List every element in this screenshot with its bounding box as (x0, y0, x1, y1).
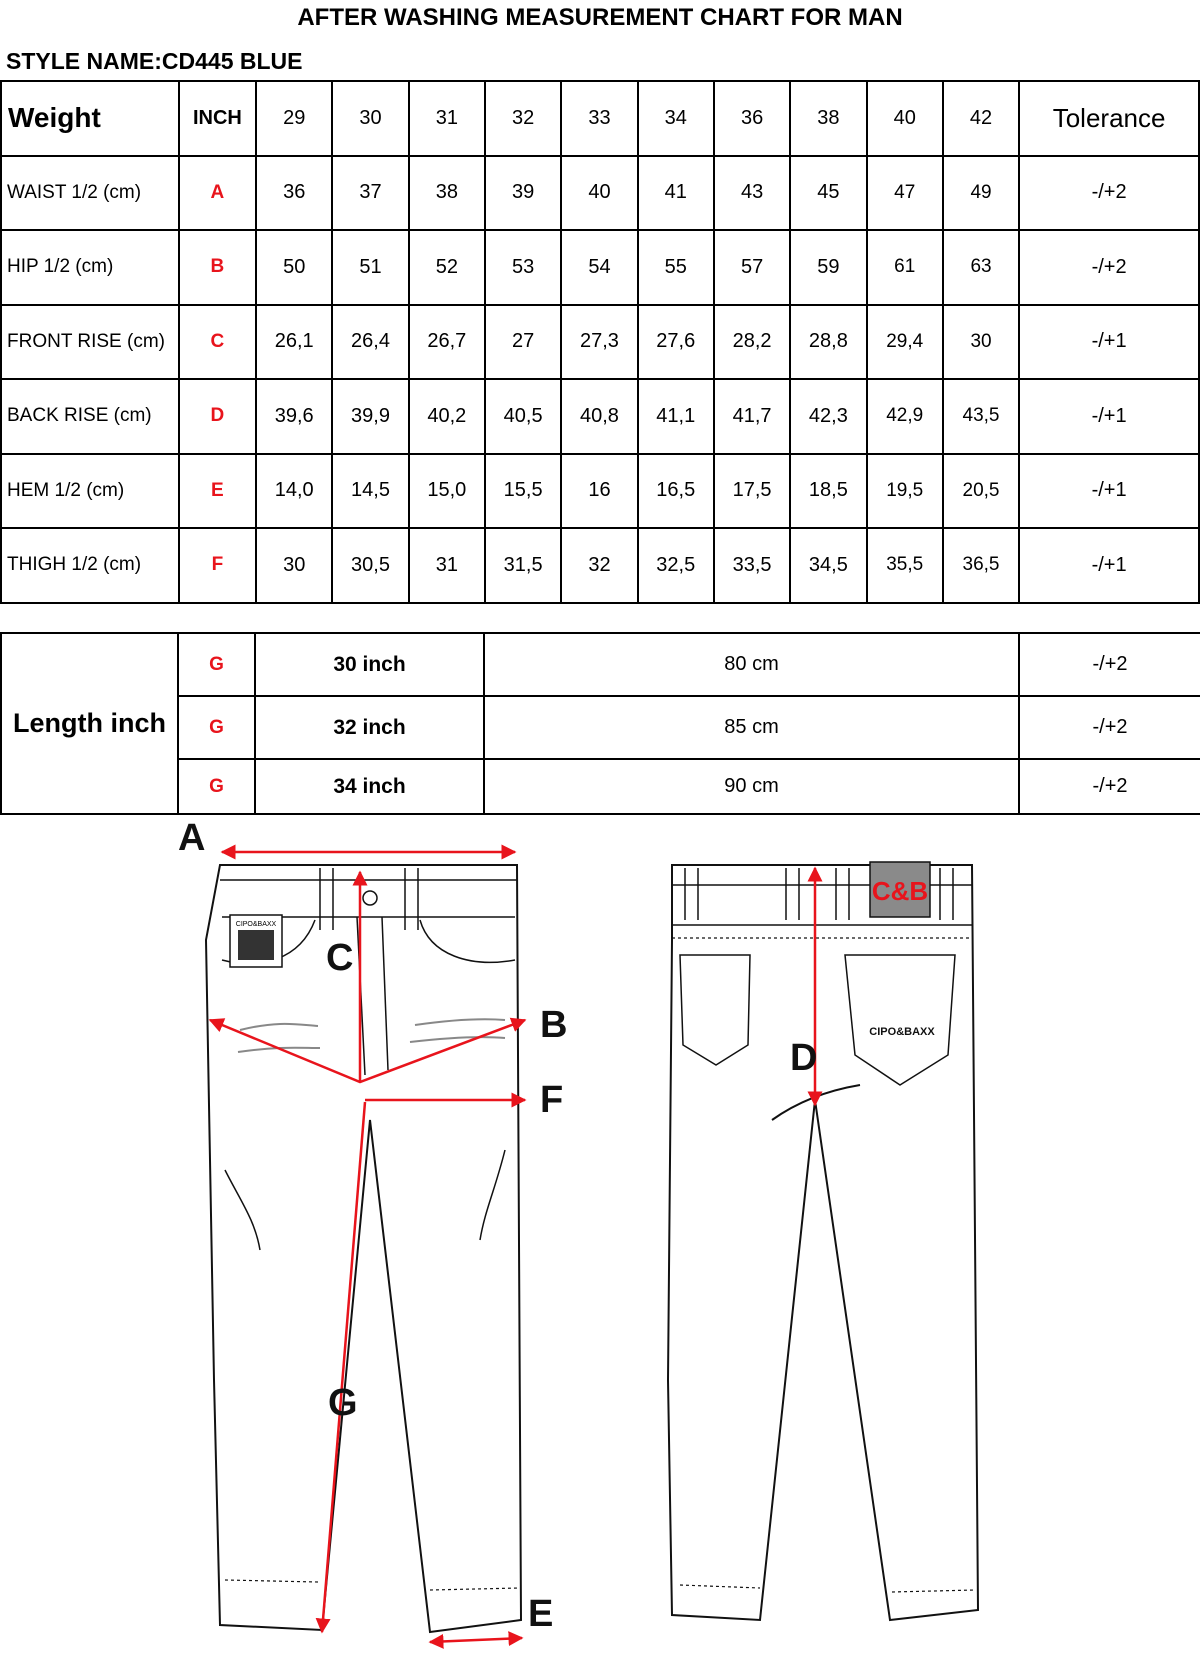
size-header: 32 (485, 81, 561, 156)
length-tolerance: -/+2 (1019, 759, 1200, 814)
label-d: D (790, 1037, 818, 1079)
measure-code: G (178, 759, 255, 814)
back-brand-patch (870, 862, 930, 917)
tolerance-value: -/+1 (1019, 379, 1199, 454)
measurement-value: 27,3 (561, 305, 637, 380)
measurement-value: 43,5 (943, 379, 1019, 454)
measurement-value: 15,0 (409, 454, 485, 529)
hem-arrow (430, 1638, 522, 1642)
brand-patch-text: C&B (871, 876, 929, 906)
length-row (1, 633, 1200, 696)
measurement-value: 35,5 (867, 528, 943, 603)
inch-header: INCH (179, 81, 256, 156)
measurement-value: 31 (409, 528, 485, 603)
measurement-value: 26,1 (256, 305, 332, 380)
measurement-value: 39 (485, 156, 561, 231)
size-header: 30 (332, 81, 408, 156)
measurement-value: 41,7 (714, 379, 790, 454)
measurement-value: 61 (867, 230, 943, 305)
measurement-value: 27,6 (638, 305, 714, 380)
length-cm: 90 cm (484, 759, 1019, 814)
measurement-value: 39,6 (256, 379, 332, 454)
measurement-value: 40,5 (485, 379, 561, 454)
measure-code: C (179, 305, 256, 380)
size-header: 38 (790, 81, 866, 156)
size-header: 36 (714, 81, 790, 156)
length-cm: 85 cm (484, 696, 1019, 759)
measurement-row (1, 379, 1199, 454)
length-inch: 34 inch (255, 759, 484, 814)
measurement-value: 38 (409, 156, 485, 231)
measure-code: G (178, 696, 255, 759)
measurement-value: 45 (790, 156, 866, 231)
measurement-value: 59 (790, 230, 866, 305)
measurement-value: 16 (561, 454, 637, 529)
measurement-value: 42,9 (867, 379, 943, 454)
length-table (0, 632, 1200, 815)
measurement-value: 37 (332, 156, 408, 231)
measurement-value: 28,2 (714, 305, 790, 380)
length-cm: 80 cm (484, 633, 1019, 696)
front-jeans-drawing (206, 865, 521, 1632)
measurement-value: 40,2 (409, 379, 485, 454)
length-row (1, 759, 1200, 814)
measure-code: E (179, 454, 256, 529)
size-measurement-table (0, 80, 1200, 604)
measurement-value: 17,5 (714, 454, 790, 529)
back-jeans-drawing (668, 865, 978, 1620)
measurement-label: HIP 1/2 (cm) (1, 230, 179, 305)
tolerance-value: -/+1 (1019, 305, 1199, 380)
measure-code: B (179, 230, 256, 305)
label-e: E (528, 1593, 554, 1635)
measurement-value: 26,4 (332, 305, 408, 380)
tolerance-value: -/+1 (1019, 528, 1199, 603)
measurement-value: 36 (256, 156, 332, 231)
length-inch: 32 inch (255, 696, 484, 759)
label-f: F (540, 1079, 564, 1121)
weight-header: Weight (1, 81, 179, 156)
measurement-value: 30 (256, 528, 332, 603)
measurement-value: 40,8 (561, 379, 637, 454)
tolerance-value: -/+1 (1019, 454, 1199, 529)
measurement-label: HEM 1/2 (cm) (1, 454, 179, 529)
measurement-label: FRONT RISE (cm) (1, 305, 179, 380)
label-c: C (326, 937, 354, 979)
label-b: B (540, 1004, 568, 1046)
measurement-value: 47 (867, 156, 943, 231)
measurement-value: 14,5 (332, 454, 408, 529)
size-header: 31 (409, 81, 485, 156)
inseam-arrow (322, 1102, 365, 1632)
length-tolerance: -/+2 (1019, 696, 1200, 759)
measurement-value: 51 (332, 230, 408, 305)
measurement-value: 41,1 (638, 379, 714, 454)
size-header: 34 (638, 81, 714, 156)
label-g: G (328, 1382, 358, 1424)
measurement-value: 31,5 (485, 528, 561, 603)
measurement-value: 53 (485, 230, 561, 305)
measurement-value: 26,7 (409, 305, 485, 380)
measurement-value: 28,8 (790, 305, 866, 380)
style-name: STYLE NAME:CD445 BLUE (6, 48, 303, 74)
measurement-value: 42,3 (790, 379, 866, 454)
size-header-row (1, 81, 1199, 156)
tolerance-header: Tolerance (1019, 81, 1199, 156)
length-row (1, 696, 1200, 759)
measurement-row (1, 305, 1199, 380)
jeans-measurement-diagram (0, 820, 1200, 1662)
front-measurement-arrows (210, 852, 525, 1642)
measurement-value: 40 (561, 156, 637, 231)
measurement-row (1, 230, 1199, 305)
hip-arrow (210, 1020, 525, 1082)
front-pocket-tag (230, 915, 282, 967)
measurement-value: 52 (409, 230, 485, 305)
measurement-value: 18,5 (790, 454, 866, 529)
measurement-value: 57 (714, 230, 790, 305)
measurement-value: 41 (638, 156, 714, 231)
label-a: A (178, 820, 206, 859)
measurement-row (1, 156, 1199, 231)
measurement-row (1, 528, 1199, 603)
measurement-value: 19,5 (867, 454, 943, 529)
measurement-value: 30 (943, 305, 1019, 380)
measurement-value: 50 (256, 230, 332, 305)
size-header: 40 (867, 81, 943, 156)
measurement-value: 33,5 (714, 528, 790, 603)
measurement-value: 29,4 (867, 305, 943, 380)
size-header: 33 (561, 81, 637, 156)
measurement-value: 32,5 (638, 528, 714, 603)
measurement-value: 15,5 (485, 454, 561, 529)
measurement-value: 27 (485, 305, 561, 380)
measurement-value: 43 (714, 156, 790, 231)
measurement-label: BACK RISE (cm) (1, 379, 179, 454)
chart-title: AFTER WASHING MEASUREMENT CHART FOR MAN (297, 4, 903, 31)
measurement-row (1, 454, 1199, 529)
measurement-value: 20,5 (943, 454, 1019, 529)
measurement-label: THIGH 1/2 (cm) (1, 528, 179, 603)
measurement-value: 49 (943, 156, 1019, 231)
measurement-value: 55 (638, 230, 714, 305)
tolerance-value: -/+2 (1019, 230, 1199, 305)
measure-code: A (179, 156, 256, 231)
measurement-value: 54 (561, 230, 637, 305)
measurement-value: 34,5 (790, 528, 866, 603)
measurement-value: 30,5 (332, 528, 408, 603)
measurement-value: 39,9 (332, 379, 408, 454)
tolerance-value: -/+2 (1019, 156, 1199, 231)
measurement-value: 36,5 (943, 528, 1019, 603)
length-inch: 30 inch (255, 633, 484, 696)
measurement-value: 63 (943, 230, 1019, 305)
measure-code: D (179, 379, 256, 454)
measure-code: F (179, 528, 256, 603)
size-header: 42 (943, 81, 1019, 156)
measurement-value: 16,5 (638, 454, 714, 529)
measurement-label: WAIST 1/2 (cm) (1, 156, 179, 231)
back-pocket-brand: CIPO&BAXX (869, 1026, 935, 1038)
measure-code: G (178, 633, 255, 696)
measurement-value: 14,0 (256, 454, 332, 529)
measurement-value: 32 (561, 528, 637, 603)
size-header: 29 (256, 81, 332, 156)
front-pocket-tag-text: CIPO&BAXX (235, 921, 277, 928)
length-label: Length inch (1, 633, 178, 814)
length-tolerance: -/+2 (1019, 633, 1200, 696)
